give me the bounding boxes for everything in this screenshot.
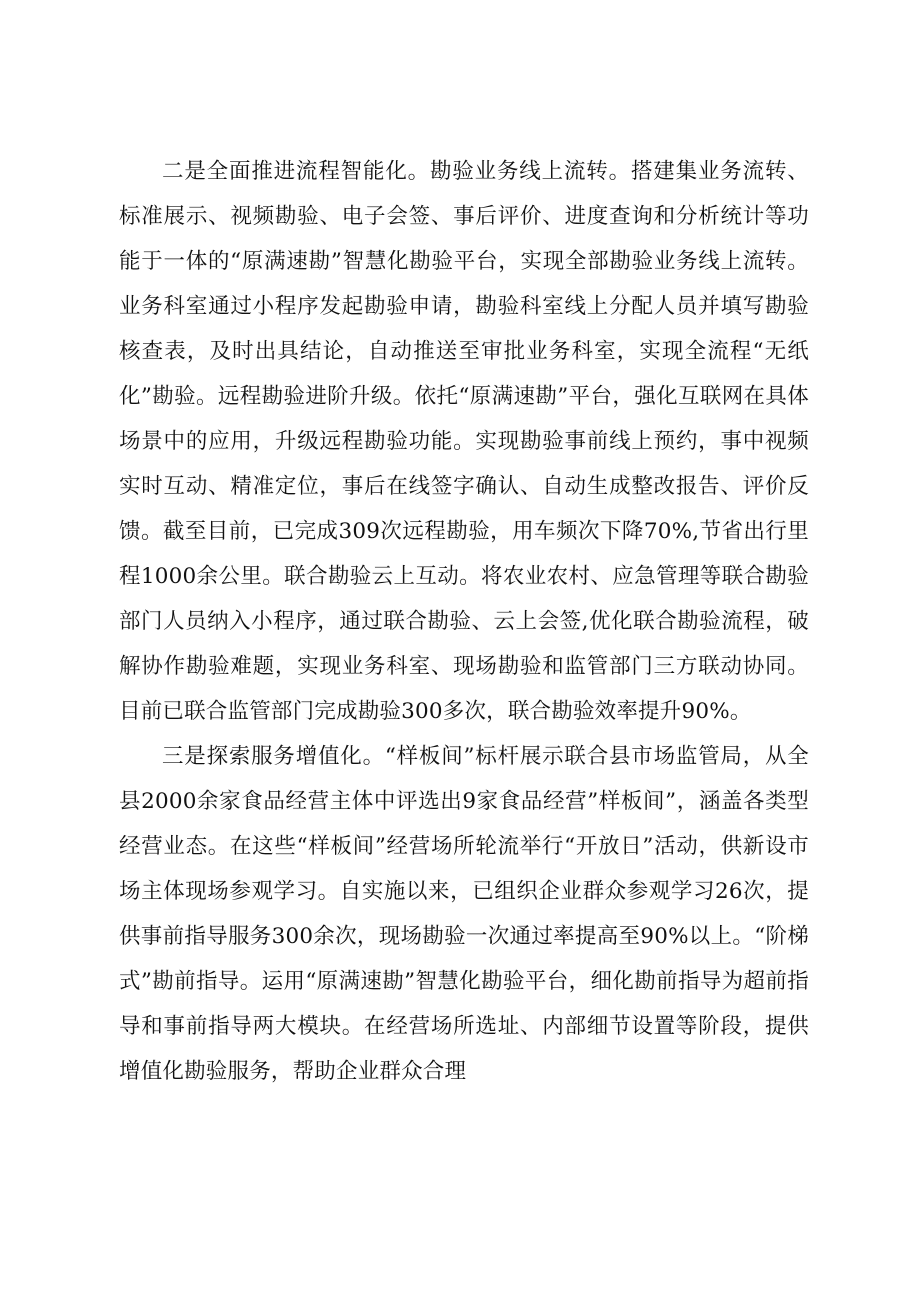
document-body [119, 149, 809, 1094]
paragraph-process-intelligence: 二是全面推进流程智能化。勘验业务线上流转。搭建集业务流转、标准展示、视频勘验、电子会签、事后评价、进度查询和分析统计等功能于一体的“原满速勘”智慧化勘验平台，实现全部勘验业务线上流转。业务科室通过小程序发起勘验申请，勘验科室线上分配人员并填写勘验核查表，及时出具结论，自动推送至审批业务科室，实现全流程“无纸化”勘验。远程勘验进阶升级。依托“原满速勘”平台，强化互联网在具体场景中的应用，升级远程勘验功能。实现勘验事前线上预约，事中视频实时互动、精准定位，事后在线签字确认、自动生成整改报告、评价反馈。截至目前，已完成309次远程勘验，用车频次下降70%,节省出行里程1000余公里。联合勘验云上互动。将农业农村、应急管理等联合勘验部门人员纳入小程序，通过联合勘验、云上会签,优化联合勘验流程，破解协作勘验难题，实现业务科室、现场勘验和监管部门三方联动协同。目前已联合监管部门完成勘验300多次，联合勘验效率提升90%。 [119, 159, 809, 724]
paragraph-service-value-added: 三是探索服务增值化。“样板间”标杆展示联合县市场监管局，从全县2000余家食品经营主体中评选出9家食品经营”样板间”，涵盖各类型经营业态。在这些“样板间”经营场所轮流举行“开放日”活动，供新设市场主体现场参观学习。自实施以来，已组织企业群众参观学习26次，提供事前指导服务300余次，现场勘验一次通过率提高至90%以上。“阶梯式”勘前指导。运用“原满速勘”智慧化勘验平台，细化勘前指导为超前指导和事前指导两大模块。在经营场所选址、内部细节设置等阶段，提供增值化勘验服务，帮助企业群众合理 [119, 744, 809, 1084]
